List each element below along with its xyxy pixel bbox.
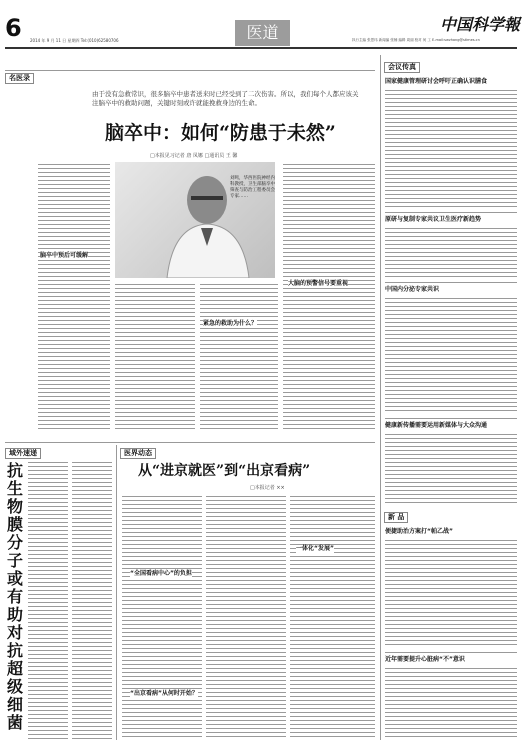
main-story-col2-text <box>115 282 195 432</box>
column-tag-conference: 会议传真 <box>384 62 420 73</box>
sidebar-item-1-text <box>385 88 517 208</box>
main-story-top-rule <box>5 70 375 71</box>
main-story-subhead-2: 大脑的预警信号要重视 <box>288 280 349 287</box>
bottom-story-subhead-1: “全国看病中心”的负担 <box>130 570 192 577</box>
bottom-story-col1-text <box>122 494 202 740</box>
main-story-col4-text <box>283 162 375 432</box>
main-story-headline: 脑卒中：如何“防患于未然” <box>105 122 336 144</box>
editor-line: 执行主编 张思玮 新闻编 张楠 编辑 周丽 校对 何 工 E-mail:swzhang@stimes.cn <box>352 38 480 42</box>
newspaper-logo: 中国科学報 <box>440 15 521 34</box>
sidebar-item-4-title: 健康新传播需要运用新媒体与大众沟通 <box>385 422 488 429</box>
left-story-divider <box>116 445 117 740</box>
left-story-col1-text <box>28 460 68 740</box>
main-story-col3-text <box>200 282 278 432</box>
sidebar-item-3-text <box>385 296 517 414</box>
bottom-story-col3-text <box>290 494 375 740</box>
sidebar-item-5-title: 便捷助治方案打“帕乙战” <box>385 528 453 535</box>
left-story-col2-text <box>72 460 112 740</box>
sidebar-rule-4 <box>385 652 517 653</box>
sidebar-item-3-title: 中国内分泌专家共识 <box>385 286 440 293</box>
column-tag-overseas: 域外速递 <box>5 448 41 459</box>
main-story-col1-text <box>38 162 110 432</box>
main-story-lead: 由于没有急救常识，很多脑卒中患者送来时已经受到了二次伤害。所以，我们每个人都应该关注脑卒中的救助问题，关键时刻或许就能挽救身边的生命。 <box>92 90 359 107</box>
main-story-bottom-rule <box>5 442 375 443</box>
bottom-story-subhead-2: “出京看病”从何时开始？ <box>130 690 198 697</box>
bottom-story-byline: □本报记者 ×× <box>250 485 285 491</box>
sidebar-item-6-text <box>385 666 517 740</box>
sidebar-rule-1 <box>385 212 517 213</box>
column-tag-medical-news: 医界动态 <box>120 448 156 459</box>
sidebar-item-6-title: 近年需要提升心脏病“不”意识 <box>385 656 465 663</box>
sidebar-divider <box>380 55 381 740</box>
column-tag-mingyi: 名医录 <box>5 73 34 84</box>
sidebar-item-5-text <box>385 538 517 648</box>
bottom-story-headline: 从“进京就医”到“出京看病” <box>138 463 311 479</box>
sidebar-item-4-text <box>385 432 517 506</box>
main-story-byline: □本报见习记者 唐 凤娜 □通讯员 王 馨 <box>150 153 238 159</box>
section-title: 医道 <box>235 20 290 46</box>
masthead-rule <box>5 47 517 49</box>
date-line: 2014 年 9 月 11 日 星期四 Tel:(010)62580706 <box>30 38 119 43</box>
sidebar-item-1-title: 国家健康管理研讨会呼吁正确认识膳食 <box>385 78 488 85</box>
sidebar-item-2-title: 原研与复制专家共议卫生医疗新趋势 <box>385 216 482 223</box>
main-story-subhead-3: 紧急的救助为什么？ <box>203 320 258 327</box>
bottom-story-col2-text <box>206 494 286 740</box>
page-number: 6 <box>5 14 22 42</box>
photo-caption: 刘鸣，华西医院神经内科教授，卫生部脑卒中筛查与防治工程委员会专家…… <box>230 176 275 199</box>
bottom-story-subhead-3: 一体化“发展” <box>296 545 334 552</box>
main-story-subhead-1: 脑卒中预后可缓解 <box>40 252 89 259</box>
sidebar-rule-3 <box>385 418 517 419</box>
sidebar-rule-2 <box>385 282 517 283</box>
column-tag-new-products: 新 品 <box>384 512 408 523</box>
left-story-headline: 抗生物膜分子或有助对抗超级细菌 <box>7 461 24 732</box>
sidebar-item-2-text <box>385 226 517 278</box>
